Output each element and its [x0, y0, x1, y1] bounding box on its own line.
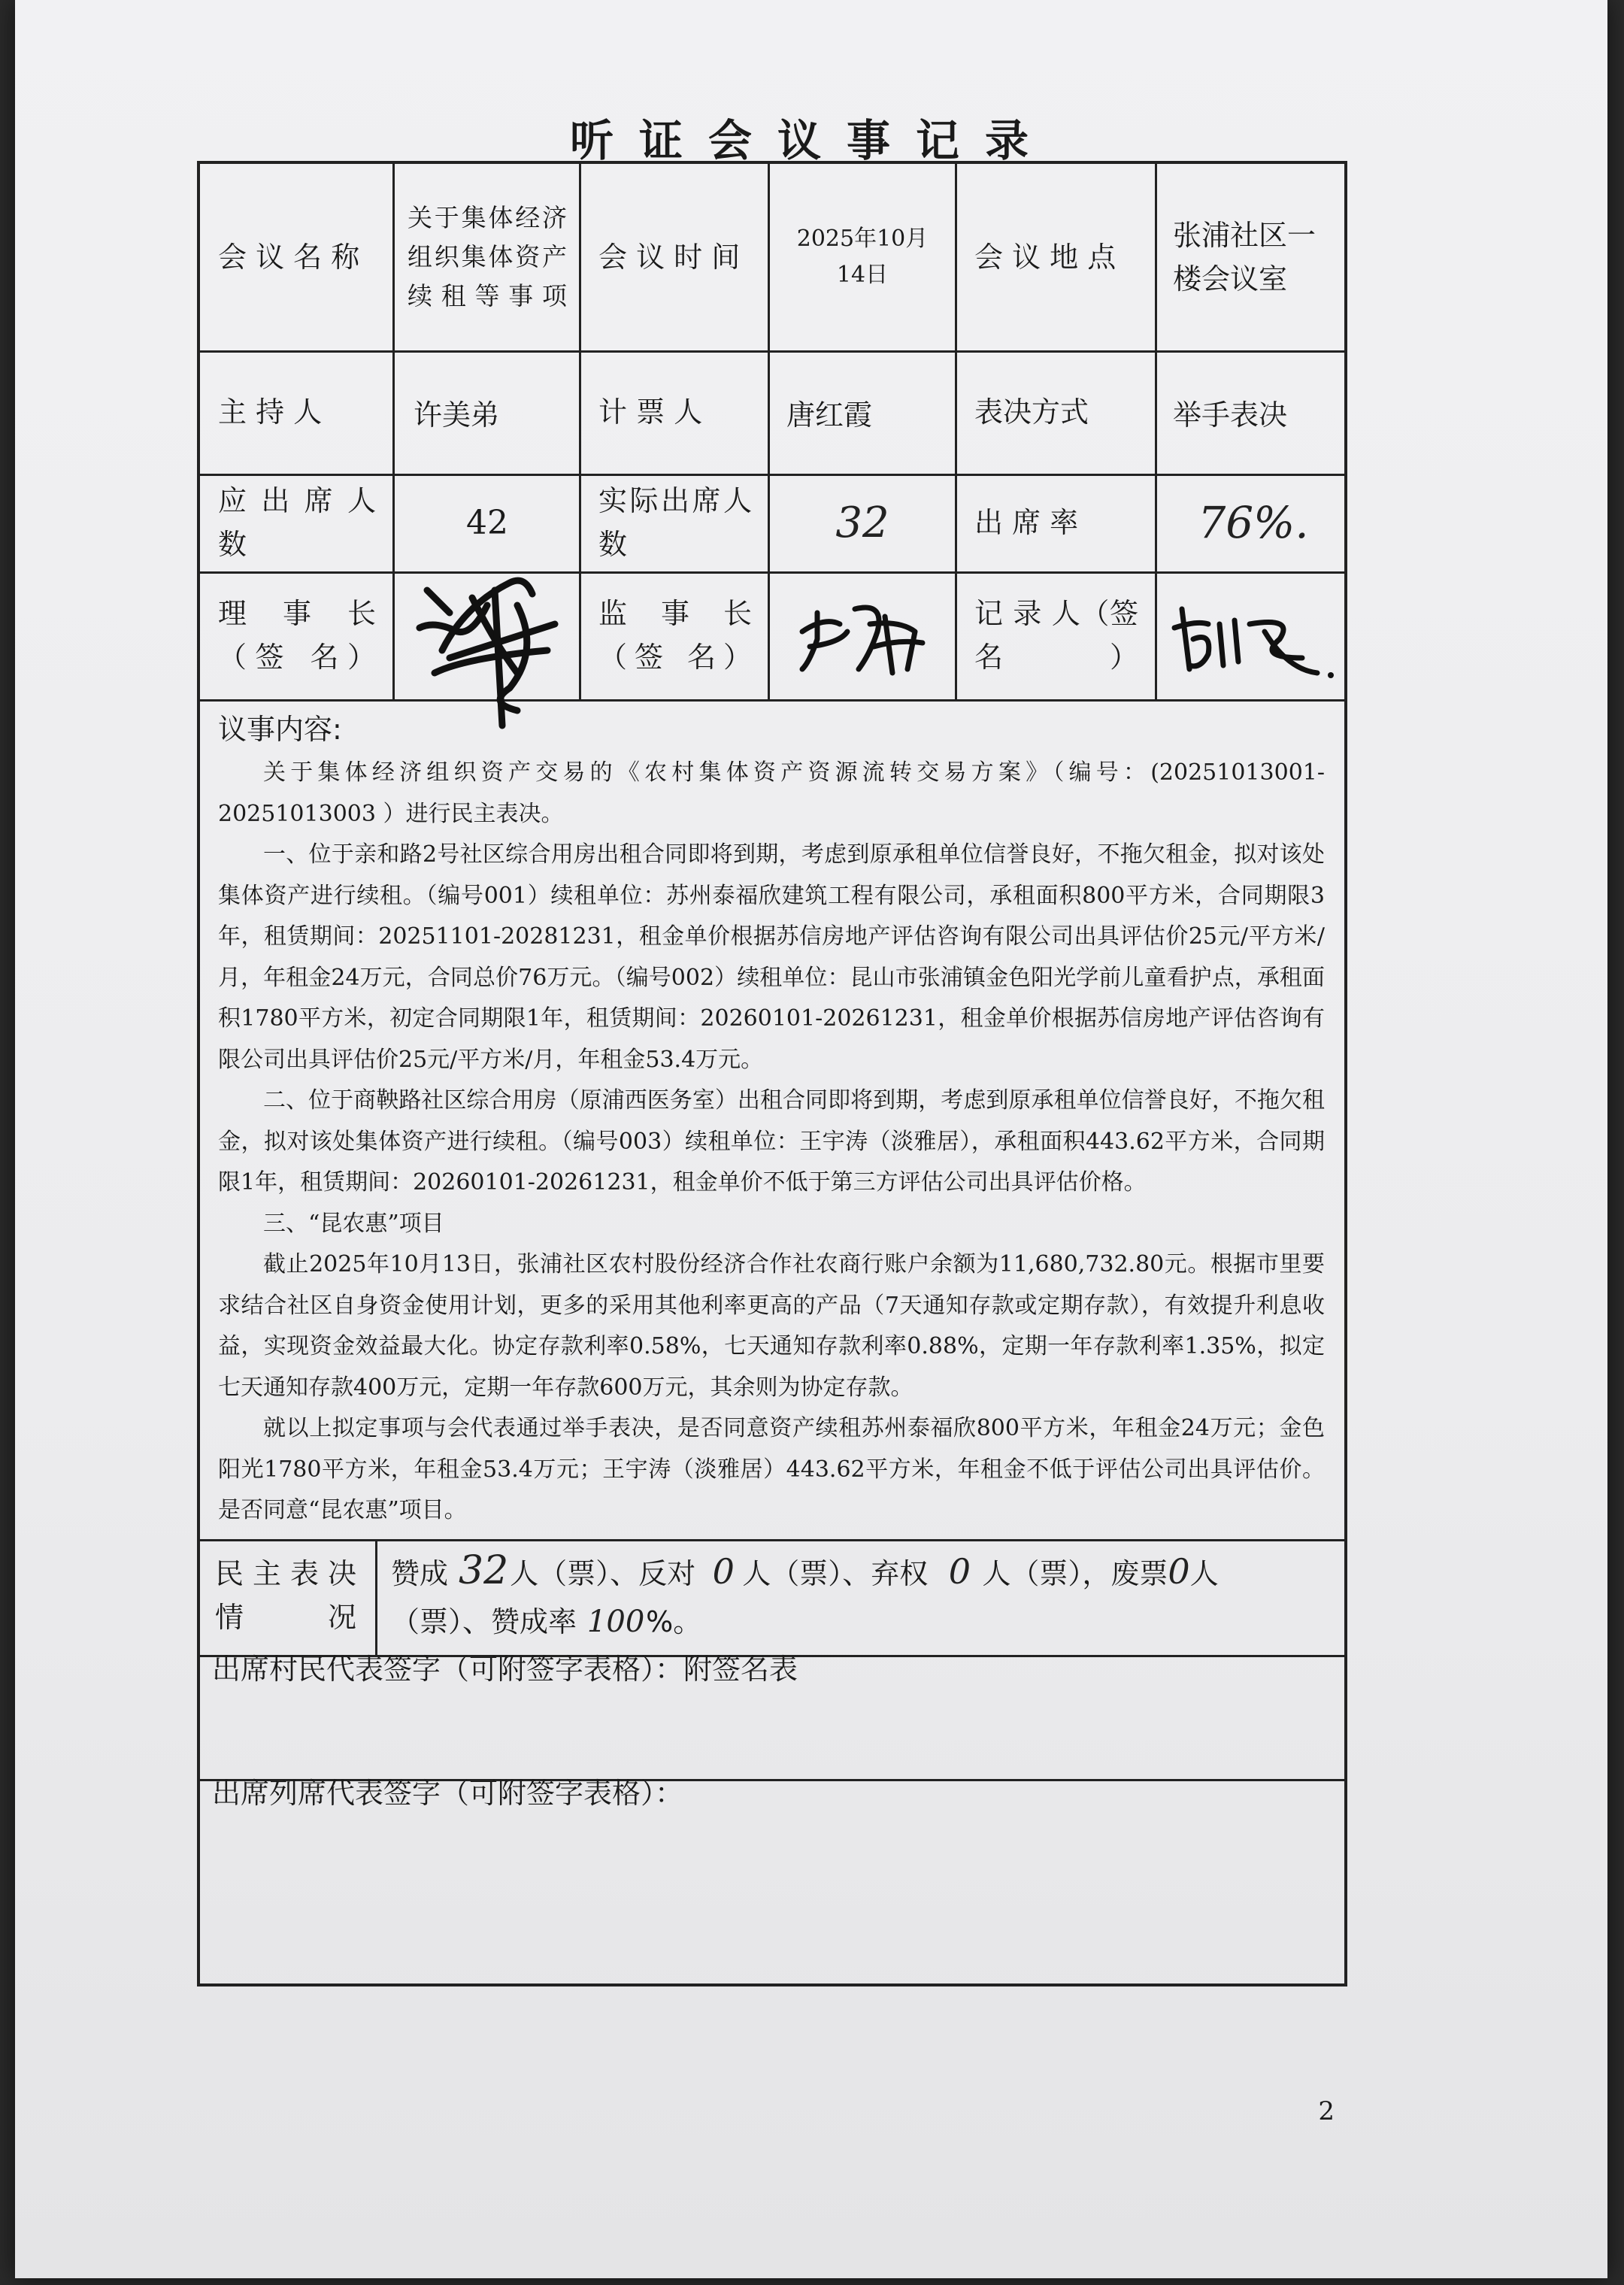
- meeting-name-value: 关于集体经济组织集体资产续租等事项: [408, 203, 567, 311]
- expected-attendance-label: 应 出 席 人 数: [218, 484, 376, 561]
- page-number: 2: [1318, 2096, 1335, 2126]
- villager-signature-label: 出席村民代表签字（可附签字表格）：附签名表: [212, 1652, 798, 1686]
- vote-result-row: [197, 1539, 1347, 1652]
- col-divider: [955, 164, 957, 699]
- col-divider: [392, 164, 395, 699]
- vote-unit-text: %。: [646, 1605, 702, 1638]
- vote-result-label: 民主表决情 况: [215, 1557, 356, 1634]
- vote-unit-text: 人（票）、反对: [510, 1557, 696, 1590]
- supervisor-label: 监 事 长（签 名）: [598, 597, 752, 674]
- meeting-time-label: 会 议 时 间: [598, 241, 741, 274]
- abstain-count: 0: [948, 1551, 971, 1592]
- invalid-count: 0: [1168, 1551, 1190, 1592]
- content-paragraph: 一、位于亲和路2号社区综合用房出租合同即将到期，考虑到原承租单位信誉良好，不拖欠租金，拟对该处集体资产进行续租。（编号001）续租单位：苏州泰福欣建筑工程有限公司，承租面积800平方米，合同期限3年，租赁期间：20251101-20281231，租金单价根据苏信房地产评估咨询有限公司出具评估价25元/平方米/月，年租金24万元，合同总价76万元。（编号002）续租单位：昆山市张浦镇金色阳光学前儿童看护点，承租面积1780平方米，初定合同期限1年，租赁期间：20260101-20261231，租金单价根据苏信房地产评估咨询有限公司出具评估价25元/平方米/月，年租金53.4万元。: [218, 841, 1325, 1073]
- host-label: 主 持 人: [218, 395, 323, 429]
- recorder-signature: [1159, 571, 1347, 699]
- content-heading: 议事内容:: [218, 713, 342, 746]
- attendee-signature-label: 出席列席代表签字（可附签字表格）：: [212, 1776, 684, 1810]
- chairman-label: 理 事 长（签 名）: [218, 597, 376, 674]
- content-paragraph: 二、位于商鞅路社区综合用房（原浦西医务室）出租合同即将到期，考虑到原承租单位信誉良好，不拖欠租金，拟对该处集体资产进行续租。（编号003）续租单位：王宇涛（淡雅居），承租面积443.62平方米，合同期限1年，租赁期间：20260101-20261231，租金单价不低于第三方评估公司出具评估价格。: [218, 1087, 1325, 1196]
- vote-unit-text: 人（票），废票: [982, 1557, 1168, 1590]
- meeting-time-value: 2025年10月14日: [796, 226, 929, 288]
- attendance-rate-label: 出 席 率: [974, 506, 1079, 539]
- actual-attendance-label: 实际出席人 数: [598, 484, 752, 561]
- content-paragraph: 关于集体经济组织资产交易的《农村集体资产资源流转交易方案》（编号：(20251013001-20251013003 ）进行民主表决。: [218, 759, 1325, 827]
- meeting-name-label: 会 议 名 称: [218, 241, 360, 274]
- attendance-rate-value: 76%.: [1198, 497, 1309, 548]
- vote-approve-text: 赞成: [391, 1557, 449, 1590]
- counter-value: 唐红霞: [786, 398, 873, 432]
- expected-attendance-value: 42: [466, 503, 508, 542]
- actual-attendance-value: 32: [835, 498, 889, 547]
- approve-rate: 100: [586, 1605, 645, 1639]
- vote-unit-text: 人: [1189, 1557, 1219, 1590]
- col-divider: [1155, 164, 1157, 699]
- counter-label: 计 票 人: [598, 395, 703, 429]
- vote-result-text: [377, 1539, 1344, 1652]
- page-title: 听证会议事记录: [569, 115, 1054, 166]
- chairman-signature: [397, 571, 577, 699]
- vote-method-label: 表决方式: [974, 395, 1089, 429]
- meeting-place-value: 张浦社区一楼会议室: [1173, 219, 1316, 295]
- oppose-count: 0: [712, 1551, 735, 1592]
- vote-unit-text: （票）、赞成率: [391, 1605, 577, 1638]
- vote-method-value: 举手表决: [1173, 398, 1288, 432]
- col-divider: [579, 164, 581, 699]
- vote-unit-text: 人（票）、弃权: [742, 1557, 929, 1590]
- approve-count: 32: [459, 1548, 509, 1593]
- meeting-content: [197, 702, 1347, 1532]
- host-value: 许美弟: [414, 398, 500, 432]
- supervisor-signature: [771, 571, 953, 699]
- content-paragraph: 三、“昆农惠”项目: [263, 1210, 444, 1237]
- content-paragraph: 截止2025年10月13日，张浦社区农村股份经济合作社农商行账户余额为11,680,732.80元。根据市里要求结合社区自身资金使用计划，更多的采用其他利率更高的产品（7天通知存款或定期存款），有效提升利息收益，实现资金效益最大化。协定存款利率0.58%，七天通知存款利率0.88%，定期一年存款利率1.35%，拟定七天通知存款400万元，定期一年存款600万元，其余则为协定存款。: [218, 1251, 1325, 1401]
- meeting-place-label: 会 议 地 点: [974, 241, 1116, 274]
- recorder-label: 记 录 人（签 名）: [974, 597, 1138, 674]
- content-paragraph: 就以上拟定事项与会代表通过举手表决，是否同意资产续租苏州泰福欣800平方米，年租金24万元；金色阳光1780平方米，年租金53.4万元；王宇涛（淡雅居）443.62平方米，年租金不低于评估公司出具评估价。是否同意“昆农惠”项目。: [218, 1415, 1325, 1523]
- col-divider: [768, 164, 770, 699]
